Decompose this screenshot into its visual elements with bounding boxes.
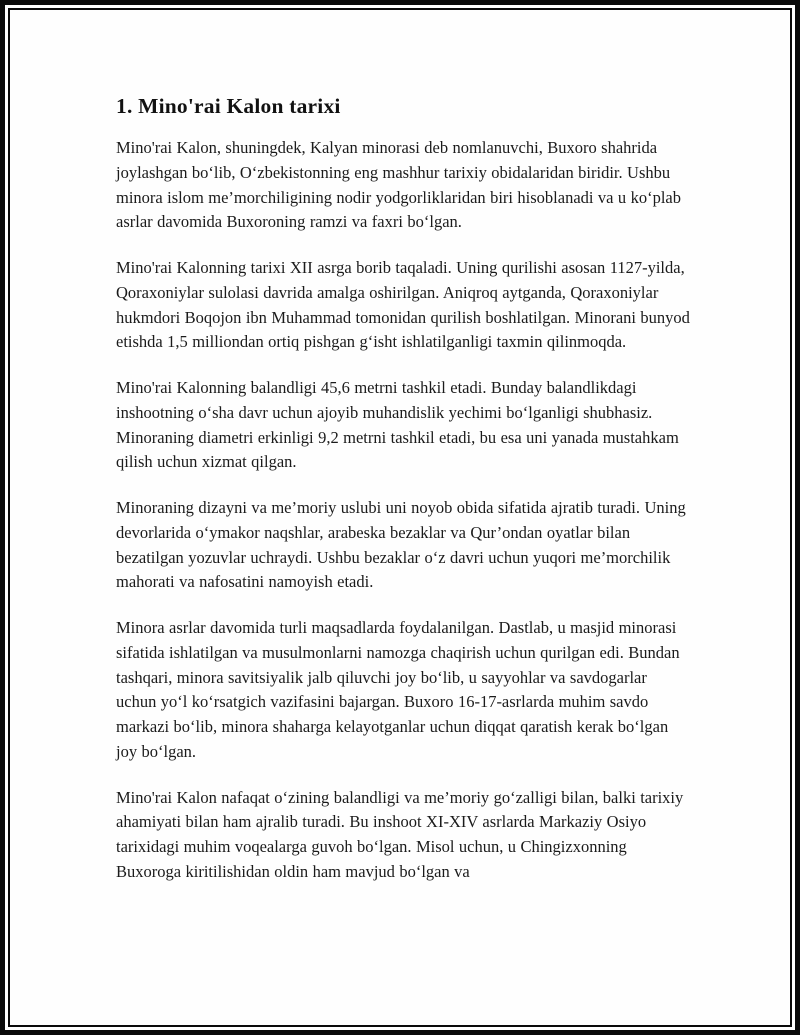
- paragraph: Mino'rai Kalonning balandligi 45,6 metrni tashkil etadi. Bunday balandlikdagi inshootning oʻsha davr uchun ajoyib muhandislik yechimi boʻlganligi shubhasiz. Minoraning diametri erkinligi 9,2 metrni tashkil etadi, bu esa uni yanada mustahkam qilish uchun xizmat qilgan.: [116, 378, 679, 472]
- paragraph: Minoraning dizayni va me’moriy uslubi uni noyob obida sifatida ajratib turadi. Uning devorlarida oʻymakor naqshlar, arabeska bezaklar va Qur’ondan oyatlar bilan bezatilgan yozuvlar uchraydi. Ushbu bezaklar oʻz davri uchun yuqori me’morchilik mahorati va nafosatini namoyish etadi.: [116, 498, 686, 592]
- document-body: [116, 136, 690, 885]
- document-page: [8, 8, 792, 1027]
- document-heading: 1. Mino'rai Kalon tarixi: [116, 94, 341, 118]
- paragraph: Mino'rai Kalon, shuningdek, Kalyan minorasi deb nomlanuvchi, Buxoro shahrida joylashgan boʻlib, Oʻzbekistonning eng mashhur tarixiy obidalaridan biridir. Ushbu minora islom me’morchiligining nodir yodgorliklaridan biri hisoblanadi va u koʻplab asrlar davomida Buxoroning ramzi va faxri boʻlgan.: [116, 138, 681, 232]
- paragraph: Minora asrlar davomida turli maqsadlarda foydalanilgan. Dastlab, u masjid minorasi sifatida ishlatilgan va musulmonlarni namozga chaqirish uchun qurilgan edi. Bundan tashqari, minora savitsiyalik jalb qiluvchi joy boʻlib, u sayyohlar va savdogarlar uchun yoʻl koʻrsatgich vazifasini bajargan. Buxoro 16-17-asrlarda muhim savdo markazi boʻlib, minora shaharga kelayotganlar uchun diqqat qaratish kerak boʻlgan joy boʻlgan.: [116, 618, 680, 761]
- paragraph: Mino'rai Kalon nafaqat oʻzining balandligi va me’moriy goʻzalligi bilan, balki tarixiy ahamiyati bilan ham ajralib turadi. Bu inshoot XI-XIV asrlarda Markaziy Osiyo tarixidagi muhim voqealarga guvoh boʻlgan. Misol uchun, u Chingizxonning Buxoroga kiritilishidan oldin ham mavjud boʻlgan va: [116, 787, 684, 881]
- paragraph: Mino'rai Kalonning tarixi XII asrga borib taqaladi. Uning qurilishi asosan 1127-yilda, Qoraxoniylar sulolasi davrida amalga oshirilgan. Aniqroq aytganda, Qoraxoniylar hukmdori Boqojon ibn Muhammad tomonidan qurilish boshlatilgan. Minorani bunyod etishda 1,5 milliondan ortiq pishgan gʻisht ishlatilganligi taxmin qilinmoqda.: [116, 258, 690, 352]
